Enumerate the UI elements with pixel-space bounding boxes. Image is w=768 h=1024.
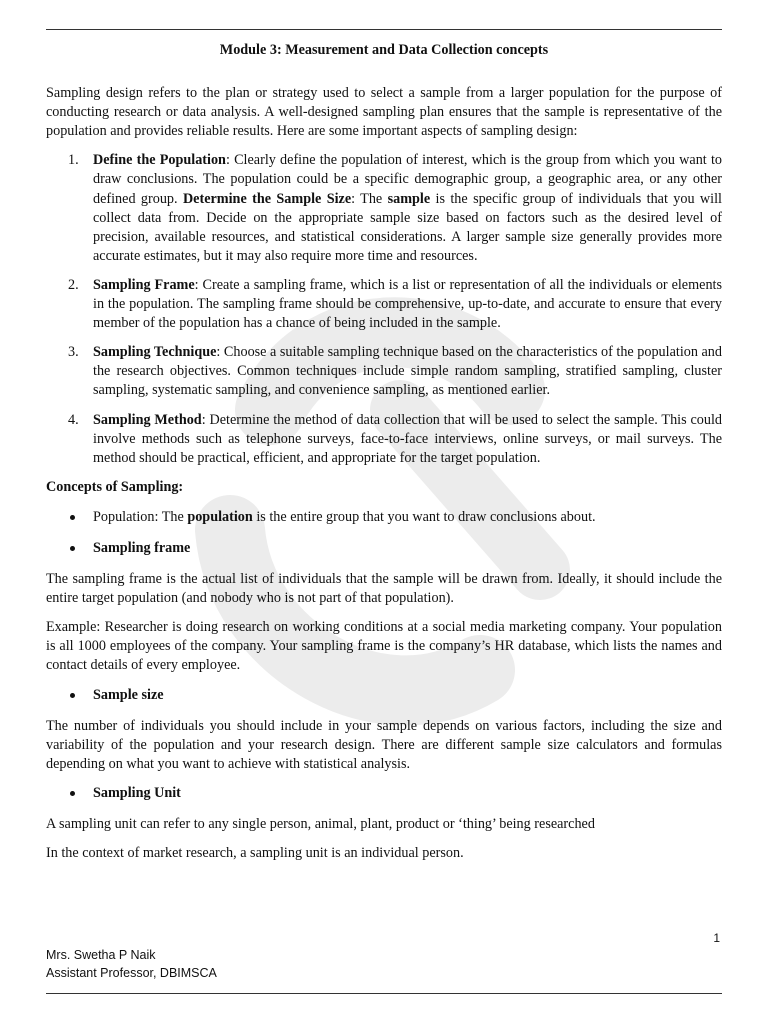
list-item: 2. Sampling Frame: Create a sampling frame, which is a list or representation of all the individuals or elements in the population. The sampling frame should be comprehensive, up-to-date, and accurate to ensure that every member of the population has a chance of being included in the sample. [68,276,722,332]
list-item: 1. Define the Population: Clearly define the population of interest, which is the group from which you want to draw conclusions. The population could be a specific demographic group, a geographic area, or any other defined group. Determine the Sample Size: The sample is the specific group of individuals that you will collect data from. Decide on the appropriate sample size based on factors such as the desired level of precision, available resources, and statistical considerations. A larger sample size generally provides more accurate estimates, but it may also require more time and resources. [68,152,722,264]
sample-size-paragraph: The number of individuals you should include in your sample depends on various factors, including the size and variability of the population and your research design. There are different sample size calculators and formulas depending on what you want to achieve with statistical analysis. [46,717,722,772]
term-sampling-technique: Sampling Technique [93,344,217,361]
sampling-frame-paragraph: The sampling frame is the actual list of individuals that the sample will be drawn from. Ideally, it should include the entire target population (and nobody who is not part of that population). [46,571,722,607]
list-number: 1. [68,152,79,169]
concepts-heading: Concepts of Sampling: [46,478,184,495]
footer [46,947,217,982]
term-define-population: Define the Population [93,152,226,169]
page-number: 1 [713,931,720,945]
page-title: Module 3: Measurement and Data Collection concepts [219,42,549,58]
term-population: population [187,508,253,525]
bullet-sampling-frame: Sampling frame [46,539,722,558]
intro-paragraph: Sampling design refers to the plan or strategy used to select a sample from a larger population for the purpose of conducting research or data analysis. A well-designed sampling plan ensures that the sample is representative of the population and provides reliable results. Here are some important aspects of sampling design: [46,85,722,140]
term-sampling-method: Sampling Method [93,411,202,428]
list-item: 3. Sampling Technique: Choose a suitable sampling technique based on the characteristics of the population and the research objectives. Common techniques include simple random sampling, stratified sampling, cluster sampling, systematic sampling, and convenience sampling, as mentioned earlier. [68,344,722,399]
bullet-dot-icon [70,791,75,796]
bullet-dot-icon [70,546,75,551]
footer-author: Mrs. Swetha P Naik [46,948,156,962]
list-number: 3. [68,344,79,361]
footer-position: Assistant Professor, DBIMSCA [46,965,217,980]
document-body [46,41,722,873]
bullet-dot-icon [70,693,75,698]
header-rule [46,29,722,30]
list-number: 4. [68,411,79,428]
sampling-frame-example: Example: Researcher is doing research on working conditions at a social media marketing company. Your population is all 1000 employees of the company. Your sampling frame is the company’s HR database, which lists the names and contact details of every employee. [46,619,722,674]
footer-rule [46,993,722,994]
bullet-population: Population: The population is the entire group that you want to draw conclusions about. [46,508,722,527]
term-sampling-frame: Sampling Frame [93,276,195,293]
sampling-unit-context: In the context of market research, a sampling unit is an individual person. [46,845,464,862]
sampling-unit-paragraph: A sampling unit can refer to any single person, animal, plant, product or ‘thing’ being researched [46,816,595,832]
list-number: 2. [68,276,79,293]
bullet-dot-icon [70,515,75,520]
list-item: 4. Sampling Method: Determine the method of data collection that will be used to select the sample. This could involve methods such as telephone surveys, face-to-face interviews, online surveys, or mail surveys. The method should be practical, efficient, and appropriate for the target population. [68,411,722,466]
design-steps-list [46,151,722,467]
bullet-sampling-unit: Sampling Unit [46,784,722,803]
bullet-sample-size: Sample size [46,686,722,705]
term-sample: sample [387,190,431,207]
term-sample-size: Determine the Sample Size [182,190,352,207]
